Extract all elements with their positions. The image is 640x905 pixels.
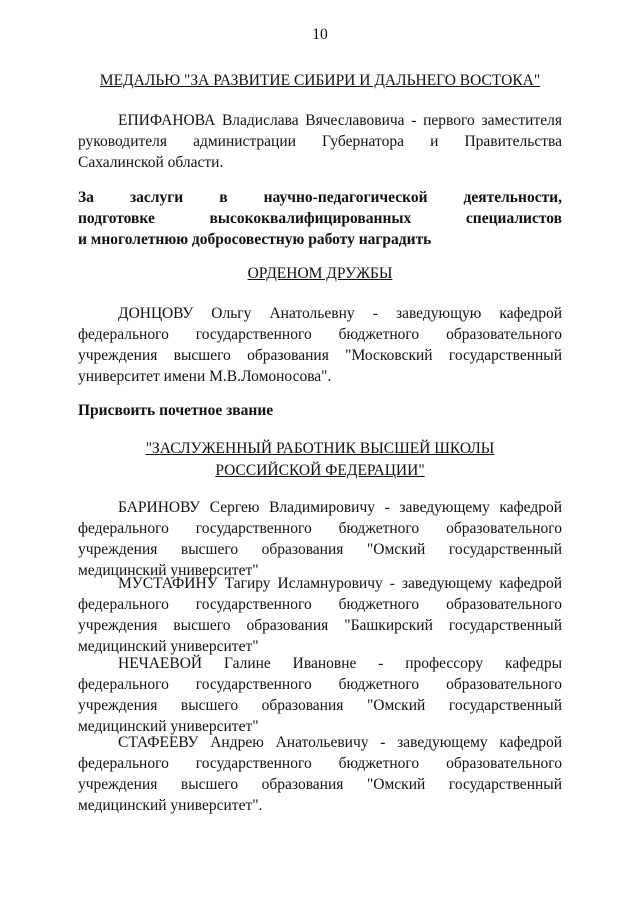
title-heading-line1: "ЗАСЛУЖЕННЫЙ РАБОТНИК ВЫСШЕЙ ШКОЛЫ [145,440,495,457]
paragraph-line: медицинский университет" [78,718,259,735]
paragraph-line: МУСТАФИНУ Тагиру Исламнуровичу - заведующему кафедрой [118,575,562,592]
paragraph-line: учреждения высшего образования "Омский государственный [78,776,562,793]
paragraph-line: федерального государственного бюджетного образовательного [78,676,562,693]
page-number: 10 [312,26,328,43]
assign-title-label [78,400,562,421]
decree-line: подготовке высококвалифицированных специалистов [78,210,562,227]
paragraph-line: руководителя администрации Губернатора и Правительства [78,133,562,150]
paragraph-line: федерального государственного бюджетного образовательного [78,520,562,537]
title-heading-line2: РОССИЙСКОЙ ФЕДЕРАЦИИ" [215,462,425,479]
award-paragraph-barinov [78,497,562,581]
award-paragraph-epifanova [78,110,562,173]
medal-heading: МЕДАЛЬЮ "ЗА РАЗВИТИЕ СИБИРИ И ДАЛЬНЕГО ВОСТОКА" [99,72,541,89]
paragraph-line: медицинский университет" [78,638,259,655]
paragraph-line: БАРИНОВУ Сергею Владимировичу - заведующему кафедрой [118,499,562,516]
paragraph-line: СТАФЕЕВУ Андрею Анатольевичу - заведующему кафедрой [118,734,562,751]
paragraph-line: НЕЧАЕВОЙ Галине Ивановне - профессору кафедры [118,655,562,672]
paragraph-line: Сахалинской области. [78,154,224,171]
paragraph-line: учреждения высшего образования "Омский государственный [78,541,562,558]
paragraph-line: университет имени М.В.Ломоносова". [78,368,332,385]
paragraph-line: учреждения высшего образования "Башкирский государственный [78,617,562,634]
title-heading [70,438,570,482]
decree-line: и многолетнюю добросовестную работу наградить [78,231,432,248]
paragraph-line: учреждения высшего образования "Московский государственный [78,347,562,364]
assign-line: Присвоить почетное звание [78,402,274,419]
paragraph-line: ДОНЦОВУ Ольгу Анатольевну - заведующую кафедрой [118,305,562,322]
decree-paragraph [78,187,562,250]
paragraph-line: федерального государственного бюджетного образовательного [78,755,562,772]
paragraph-line: медицинский университет". [78,797,263,814]
award-paragraph-nechaeva [78,653,562,737]
award-paragraph-stafeev [78,732,562,816]
paragraph-line: федерального государственного бюджетного образовательного [78,596,562,613]
paragraph-line: ЕПИФАНОВА Владислава Вячеславовича - первого заместителя [118,112,562,129]
order-heading: ОРДЕНОМ ДРУЖБЫ [247,265,393,282]
award-paragraph-mustafin [78,573,562,657]
paragraph-line: федерального государственного бюджетного образовательного [78,326,562,343]
paragraph-line: медицинский университет" [78,562,259,579]
award-paragraph-dontsova [78,303,562,387]
paragraph-line: учреждения высшего образования "Омский государственный [78,697,562,714]
decree-line: За заслуги в научно-педагогической деятельности, [78,189,562,206]
